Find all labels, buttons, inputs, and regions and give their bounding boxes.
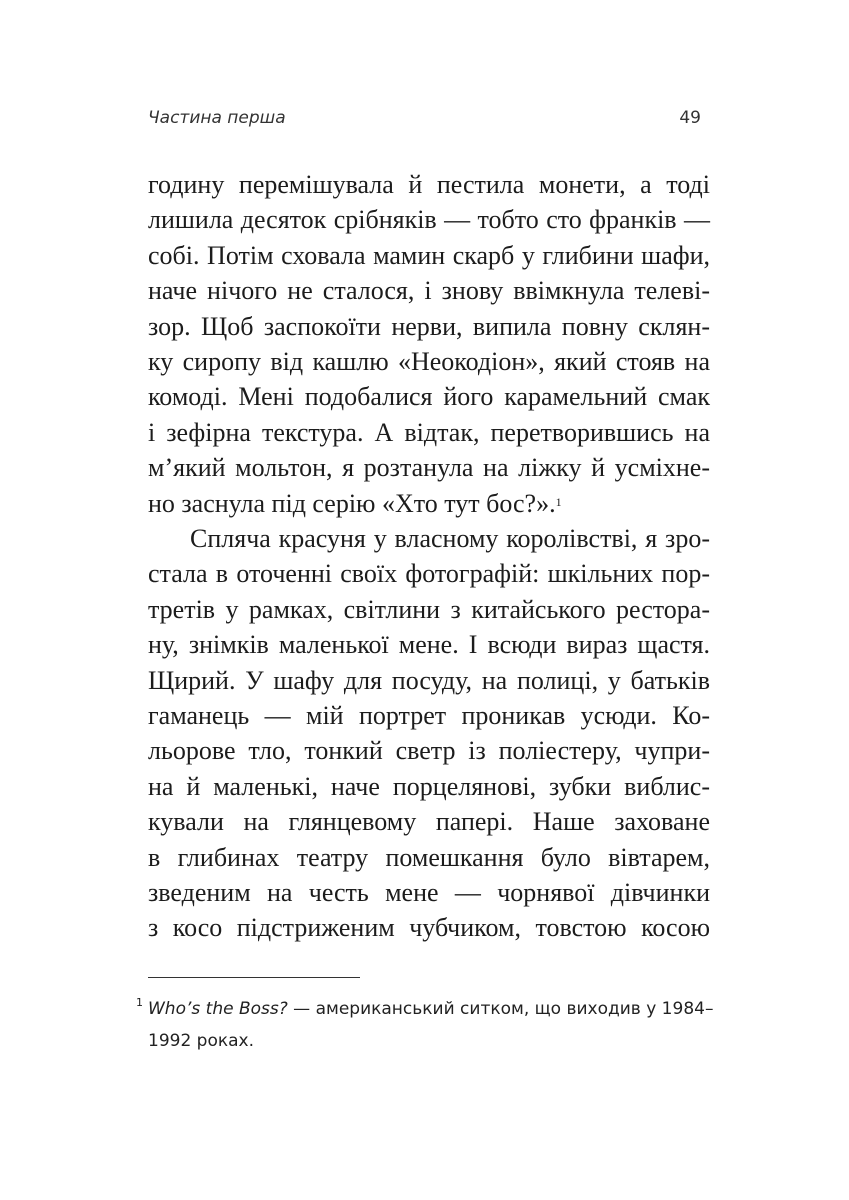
text-line: собі. Потім сховала мамин скарб у глибини шафи, xyxy=(148,240,710,270)
text-line: наче нічого не сталося, і знову ввімкнула телеві- xyxy=(148,276,710,306)
footnote-mark: 1 xyxy=(136,996,143,1009)
text-line xyxy=(148,488,710,520)
text-line: кували на глянцевому папері. Наше заховане xyxy=(148,807,710,837)
footnote-reference[interactable]: 1 xyxy=(555,494,562,509)
text-line: стала в оточенні своїх фотографій: шкільних пор- xyxy=(148,559,710,589)
text-line: льорове тло, тонкий светр із поліестеру, чупри- xyxy=(148,736,710,766)
footnote-line xyxy=(148,998,713,1020)
footnote-line: 1992 роках. xyxy=(148,1031,255,1051)
footnote-divider xyxy=(148,977,360,978)
text-line: зор. Щоб заспокоїти нерви, випила повну склян- xyxy=(148,311,710,341)
text-line: м’який мольтон, я розтанула на ліжку й усміхне- xyxy=(148,453,710,483)
footnote-title: Who’s the Boss? xyxy=(148,999,288,1019)
text-line-content: но заснула під серію «Хто тут бос?». xyxy=(148,488,556,518)
text-line: зведеним на честь мене — чорнявої дівчинки xyxy=(148,878,710,907)
text-line: комоді. Мені подобалися його карамельний смак xyxy=(148,382,710,412)
running-header-section: Частина перша xyxy=(148,108,286,128)
text-line: третів у рамках, світлини з китайського ресторa- xyxy=(148,594,710,624)
text-line: гаманець — мій портрет проникав усюди. Ко- xyxy=(148,701,710,730)
text-line: Щирий. У шафу для посуду, на полиці, у батьків xyxy=(148,665,710,695)
text-line: годину перемішувала й пестила монети, а тоді xyxy=(148,170,710,199)
text-line: і зефірна текстура. А відтак, перетворившись на xyxy=(148,417,710,447)
text-line: на й маленькі, наче порцелянові, зубки виблис- xyxy=(148,771,710,801)
page-number: 49 xyxy=(679,108,701,128)
text-line: ну, знімків маленької мене. І всюди вираз щастя. xyxy=(148,630,710,660)
text-line: з косо підстриженим чубчиком, товстою косою xyxy=(148,913,710,943)
text-line: Спляча красуня у власному королівстві, я зро- xyxy=(190,524,710,553)
text-line: лишила десяток срібняків — тобто сто франків — xyxy=(148,205,710,235)
text-line: в глибинах театру помешкання було вівтарем, xyxy=(148,842,710,872)
footnote-text: — американський ситком, що виходив у 1984– xyxy=(287,999,714,1019)
text-line: ку сиропу від кашлю «Неокодіон», який стояв на xyxy=(148,347,710,376)
